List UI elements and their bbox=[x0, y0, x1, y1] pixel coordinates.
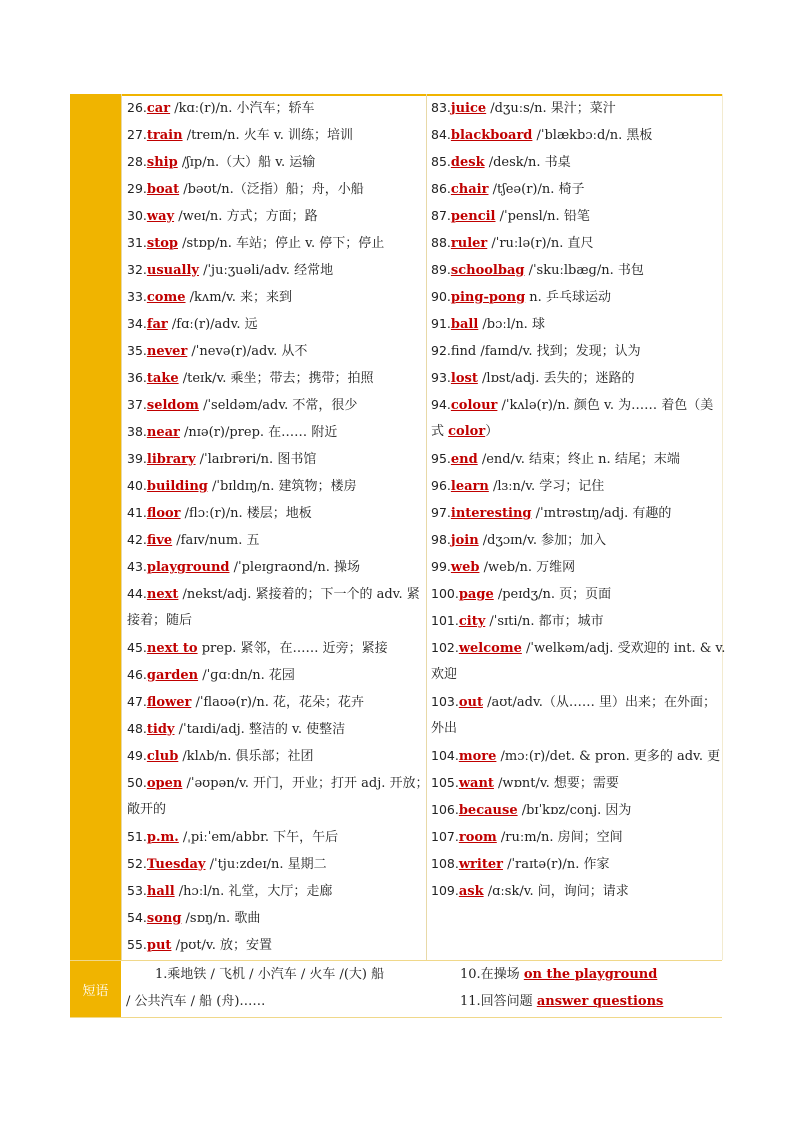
entry-definition: /desk/n. 书桌 bbox=[484, 155, 571, 170]
entry-definition: /klʌb/n. 俱乐部；社团 bbox=[178, 749, 314, 764]
entry-number: 97. bbox=[431, 505, 451, 520]
entry-word: far bbox=[146, 317, 168, 332]
phrase-prompt: 11.回答问题 bbox=[460, 994, 537, 1009]
vocab-entry bbox=[127, 850, 327, 877]
entry-number: 85. bbox=[431, 154, 451, 169]
entry-number: 102. bbox=[431, 640, 459, 655]
entry-word: usually bbox=[146, 263, 199, 278]
entry-word: garden bbox=[146, 668, 199, 683]
entry-number: 27. bbox=[127, 127, 147, 142]
vocab-entry bbox=[127, 256, 333, 283]
vocab-entry bbox=[431, 580, 611, 607]
entry-number: 90. bbox=[431, 289, 451, 304]
entry-definition: /kʌm/v. 来；来到 bbox=[185, 290, 293, 305]
entry-number: 42. bbox=[127, 532, 147, 547]
entry-number: 46. bbox=[127, 667, 147, 682]
entry-word: stop bbox=[146, 236, 178, 251]
entry-word: hall bbox=[146, 884, 175, 899]
entry-word: pencil bbox=[450, 209, 496, 224]
entry-definition: /ɑːsk/v. 问，询问；请求 bbox=[483, 884, 629, 899]
entry-word: chair bbox=[450, 182, 489, 197]
entry-word: welcome bbox=[458, 641, 522, 656]
entry-number: 105. bbox=[431, 775, 459, 790]
entry-number: 101. bbox=[431, 613, 459, 628]
vocab-entry bbox=[431, 661, 457, 688]
entry-number: 98. bbox=[431, 532, 451, 547]
vocab-entry bbox=[431, 526, 606, 553]
entry-number: 83. bbox=[431, 100, 451, 115]
vocab-entry bbox=[127, 607, 192, 634]
entry-number: 92. bbox=[431, 343, 451, 358]
entry-definition: /kɑː(r)/n. 小汽车；轿车 bbox=[170, 101, 315, 116]
vocab-entry bbox=[431, 229, 594, 256]
entry-definition: /ˈflaʊə(r)/n. 花，花朵；花卉 bbox=[191, 695, 364, 710]
words-row bbox=[70, 94, 726, 960]
entry-number: 26. bbox=[127, 100, 147, 115]
entry-number: 36. bbox=[127, 370, 147, 385]
entry-number: 54. bbox=[127, 910, 147, 925]
entry-number: 96. bbox=[431, 478, 451, 493]
entry-number: 108. bbox=[431, 856, 459, 871]
entry-number: 28. bbox=[127, 154, 147, 169]
entry-word: tidy bbox=[146, 722, 175, 737]
vocab-entry bbox=[127, 310, 258, 337]
entry-number: 109. bbox=[431, 883, 459, 898]
entry-word: join bbox=[450, 533, 479, 548]
vocab-entry bbox=[431, 418, 498, 445]
entry-word: Tuesday bbox=[146, 857, 206, 872]
entry-definition: 接着；随后 bbox=[127, 613, 193, 628]
vocab-entry bbox=[431, 742, 720, 769]
phrase-prompt: 10.在操场 bbox=[460, 967, 524, 982]
entry-word: want bbox=[458, 776, 494, 791]
entry-definition: prep. 紧邻，在…… 近旁；紧接 bbox=[197, 641, 388, 656]
entry-number: 91. bbox=[431, 316, 451, 331]
vocab-entry bbox=[431, 850, 609, 877]
entry-definition: /ˈblækbɔːd/n. 黑板 bbox=[532, 128, 653, 143]
entry-definition: /aʊt/adv.（从…… 里）出来；在外面； bbox=[482, 695, 717, 710]
vocab-entry bbox=[127, 931, 272, 958]
entry-definition: /faɪv/num. 五 bbox=[172, 533, 260, 548]
entry-definition: /teɪk/v. 乘坐；带去；携带；拍照 bbox=[178, 371, 374, 386]
entry-word: more bbox=[458, 749, 497, 764]
entry-definition: /lɒst/adj. 丢失的；迷路的 bbox=[477, 371, 635, 386]
entry-definition: /ˈɡɑːdn/n. 花园 bbox=[198, 668, 295, 683]
vocab-entry bbox=[127, 283, 292, 310]
entry-word: take bbox=[146, 371, 179, 386]
entry-number: 93. bbox=[431, 370, 451, 385]
entry-number: 49. bbox=[127, 748, 147, 763]
entry-definition: /ˈseldəm/adv. 不常，很少 bbox=[198, 398, 358, 413]
entry-number: 39. bbox=[127, 451, 147, 466]
entry-word: flower bbox=[146, 695, 192, 710]
entry-definition: /ruːm/n. 房间；空间 bbox=[496, 830, 623, 845]
entry-number: 95. bbox=[431, 451, 451, 466]
entry-definition: /ˈlaɪbrəri/n. 图书馆 bbox=[195, 452, 317, 467]
vocab-entry bbox=[431, 121, 652, 148]
entry-word: come bbox=[146, 290, 186, 305]
vocab-entry bbox=[127, 121, 353, 148]
entry-definition: /ˈpensl/n. 铅笔 bbox=[495, 209, 590, 224]
entry-word: floor bbox=[146, 506, 181, 521]
vocab-entry bbox=[127, 202, 318, 229]
phrase-line: 1.乘地铁 / 飞机 / 小汽车 / 火车 /(大) 船 bbox=[155, 967, 385, 982]
entry-definition: /ˈnevə(r)/adv. 从不 bbox=[187, 344, 308, 359]
entry-number: 32. bbox=[127, 262, 147, 277]
vocab-entry bbox=[127, 391, 357, 418]
phrases-label: 短语 bbox=[70, 961, 121, 1017]
entry-word: ping-pong bbox=[450, 290, 526, 305]
entry-word: car bbox=[146, 101, 171, 116]
entry-number: 47. bbox=[127, 694, 147, 709]
entry-word: web bbox=[450, 560, 480, 575]
entry-definition: /weɪ/n. 方式；方面；路 bbox=[174, 209, 318, 224]
entry-word: p.m. bbox=[146, 830, 179, 845]
vocab-entry bbox=[127, 445, 316, 472]
entry-word: ask bbox=[458, 884, 484, 899]
entry-word: never bbox=[146, 344, 188, 359]
vocab-entry bbox=[431, 256, 644, 283]
entry-number: 86. bbox=[431, 181, 451, 196]
entry-definition: /ˈjuːʒuəli/adv. 经常地 bbox=[198, 263, 334, 278]
vocab-entry bbox=[127, 175, 364, 202]
entry-definition: /ʃɪp/n.（大）船 v. 运输 bbox=[177, 155, 316, 170]
vocab-entry bbox=[127, 904, 260, 931]
vocab-entry bbox=[127, 580, 420, 607]
entry-definition: /ˈkʌlə(r)/n. 颜色 v. 为…… 着色（美 bbox=[497, 398, 714, 413]
entry-definition: /ˈəʊpən/v. 开门，开业；打开 adj. 开放； bbox=[182, 776, 429, 791]
entry-word: because bbox=[458, 803, 518, 818]
vocab-entry bbox=[127, 418, 337, 445]
entry-word: end bbox=[450, 452, 478, 467]
entry-definition: /end/v. 结束；终止 n. 结尾；末端 bbox=[477, 452, 680, 467]
vocab-entry bbox=[431, 877, 629, 904]
entry-number: 44. bbox=[127, 586, 147, 601]
vocab-entry bbox=[127, 688, 364, 715]
left-word-column bbox=[121, 94, 427, 960]
entry-definition: /dʒɔɪn/v. 参加；加入 bbox=[478, 533, 607, 548]
entry-definition: /ˈtjuːzdeɪ/n. 星期二 bbox=[205, 857, 327, 872]
vocab-entry bbox=[431, 148, 571, 175]
entry-definition: /wɒnt/v. 想要；需要 bbox=[493, 776, 619, 791]
phrase-item bbox=[460, 988, 663, 1015]
vocab-entry bbox=[431, 607, 604, 634]
vocab-entry bbox=[127, 499, 312, 526]
entry-word: juice bbox=[450, 101, 487, 116]
entry-number: 48. bbox=[127, 721, 147, 736]
entry-word: schoolbag bbox=[450, 263, 525, 278]
entry-word: club bbox=[146, 749, 179, 764]
entry-number: 34. bbox=[127, 316, 147, 331]
entry-number: 84. bbox=[431, 127, 451, 142]
entry-definition: 式 bbox=[431, 424, 449, 439]
entry-definition: n. 乒乓球运动 bbox=[525, 290, 611, 305]
vocab-entry bbox=[431, 769, 619, 796]
vocab-entry bbox=[127, 472, 356, 499]
vocab-entry bbox=[431, 283, 611, 310]
entry-number: 89. bbox=[431, 262, 451, 277]
vocab-entry bbox=[431, 472, 604, 499]
phrases-row bbox=[70, 960, 722, 1018]
entry-number: 107. bbox=[431, 829, 459, 844]
entry-number: 52. bbox=[127, 856, 147, 871]
phrases-left-column bbox=[121, 961, 425, 1017]
entry-definition: /ˈbɪldɪŋ/n. 建筑物；楼房 bbox=[207, 479, 357, 494]
vocab-entry bbox=[127, 715, 345, 742]
entry-word: interesting bbox=[450, 506, 532, 521]
entry-number: 50. bbox=[127, 775, 147, 790]
entry-number: 88. bbox=[431, 235, 451, 250]
entry-number: 43. bbox=[127, 559, 147, 574]
entry-definition: /fɑː(r)/adv. 远 bbox=[167, 317, 258, 332]
entry-definition: /flɔː(r)/n. 楼层；地板 bbox=[180, 506, 312, 521]
entry-word: put bbox=[146, 938, 172, 953]
entry-word: blackboard bbox=[450, 128, 533, 143]
phrase-line: / 公共汽车 / 船 (舟)…… bbox=[126, 994, 266, 1009]
entry-word: page bbox=[458, 587, 494, 602]
entry-word: next to bbox=[146, 641, 198, 656]
entry-number: 106. bbox=[431, 802, 459, 817]
vocab-entry bbox=[431, 445, 680, 472]
entry-definition: /tʃeə(r)/n. 椅子 bbox=[488, 182, 585, 197]
entry-word: near bbox=[146, 425, 180, 440]
entry-word: lost bbox=[450, 371, 478, 386]
entry-definition: /treɪn/n. 火车 v. 训练；培训 bbox=[182, 128, 353, 143]
entry-word: boat bbox=[146, 182, 180, 197]
entry-word-variant: color bbox=[448, 424, 486, 439]
entry-definition: 敞开的 bbox=[127, 802, 167, 817]
entry-word: writer bbox=[458, 857, 503, 872]
entry-word: library bbox=[146, 452, 196, 467]
entry-number: 55. bbox=[127, 937, 147, 952]
vocab-entry bbox=[127, 526, 259, 553]
vocab-entry bbox=[431, 391, 713, 418]
entry-number: 38. bbox=[127, 424, 147, 439]
entry-definition: /hɔːl/n. 礼堂，大厅；走廊 bbox=[174, 884, 333, 899]
entry-definition: /ˈwelkəm/adj. 受欢迎的 int. & v. bbox=[521, 641, 726, 656]
vocab-entry bbox=[127, 634, 388, 661]
entry-number: 53. bbox=[127, 883, 147, 898]
entry-definition: /bɪˈkɒz/conj. 因为 bbox=[517, 803, 632, 818]
entry-definition: /ˌpiːˈem/abbr. 下午，午后 bbox=[178, 830, 339, 845]
entry-definition: /ˈskuːlbæɡ/n. 书包 bbox=[524, 263, 644, 278]
entry-word: song bbox=[146, 911, 182, 926]
entry-definition: /dʒuːs/n. 果汁；菜汁 bbox=[486, 101, 616, 116]
vocab-entry bbox=[431, 634, 725, 661]
vocab-entry bbox=[431, 553, 575, 580]
entry-word: next bbox=[146, 587, 179, 602]
entry-word: out bbox=[458, 695, 483, 710]
entry-definition: /nɪə(r)/prep. 在…… 附近 bbox=[179, 425, 338, 440]
side-label-cell bbox=[70, 94, 121, 960]
entry-number: 100. bbox=[431, 586, 459, 601]
vocab-entry bbox=[127, 661, 295, 688]
entry-number: 99. bbox=[431, 559, 451, 574]
entry-word: city bbox=[458, 614, 486, 629]
entry-word: train bbox=[146, 128, 183, 143]
vocab-entry bbox=[431, 499, 671, 526]
entry-number: 37. bbox=[127, 397, 147, 412]
vocab-entry bbox=[127, 877, 332, 904]
entry-definition: /ˈpleɪɡraʊnd/n. 操场 bbox=[229, 560, 360, 575]
vocab-entry bbox=[127, 364, 374, 391]
entry-word: five bbox=[146, 533, 173, 548]
entry-definition: /ˈruːlə(r)/n. 直尺 bbox=[487, 236, 594, 251]
vocab-entry bbox=[431, 175, 585, 202]
vocab-entry bbox=[127, 94, 315, 121]
vocab-entry bbox=[127, 148, 315, 175]
entry-definition: /pʊt/v. 放；安置 bbox=[171, 938, 273, 953]
vocab-entry bbox=[431, 364, 634, 391]
phrases-right-column bbox=[426, 961, 722, 1017]
right-word-column bbox=[426, 94, 726, 960]
vocab-entry bbox=[431, 202, 590, 229]
entry-number: 41. bbox=[127, 505, 147, 520]
vocab-entry bbox=[127, 229, 384, 256]
entry-definition: /ˈraɪtə(r)/n. 作家 bbox=[502, 857, 610, 872]
entry-definition: /mɔː(r)/det. & pron. 更多的 adv. 更 bbox=[496, 749, 721, 764]
entry-definition: /peɪdʒ/n. 页；页面 bbox=[493, 587, 612, 602]
vocab-entry bbox=[431, 796, 631, 823]
vocab-entry bbox=[431, 823, 623, 850]
vocab-entry bbox=[127, 337, 307, 364]
vocab-entry bbox=[127, 553, 360, 580]
entry-word: ball bbox=[450, 317, 479, 332]
entry-number: 30. bbox=[127, 208, 147, 223]
entry-word: way bbox=[146, 209, 175, 224]
entry-definition: /ˈsɪti/n. 都市；城市 bbox=[485, 614, 604, 629]
entry-number: 104. bbox=[431, 748, 459, 763]
vocab-entry bbox=[431, 310, 545, 337]
entry-word: ship bbox=[146, 155, 178, 170]
entry-word: desk bbox=[450, 155, 485, 170]
vocab-entry bbox=[127, 742, 314, 769]
entry-word: room bbox=[458, 830, 497, 845]
entry-definition: /stɒp/n. 车站；停止 v. 停下；停止 bbox=[177, 236, 385, 251]
entry-number: 35. bbox=[127, 343, 147, 358]
entry-word: ruler bbox=[450, 236, 488, 251]
entry-word: playground bbox=[146, 560, 230, 575]
vocab-entry bbox=[127, 769, 429, 796]
entry-definition: /web/n. 万维网 bbox=[479, 560, 576, 575]
entry-definition: /ˈɪntrəstɪŋ/adj. 有趣的 bbox=[531, 506, 672, 521]
vocab-entry bbox=[431, 337, 641, 364]
vocab-entry bbox=[431, 94, 616, 121]
entry-number: 29. bbox=[127, 181, 147, 196]
entry-word: learn bbox=[450, 479, 489, 494]
entry-number: 40. bbox=[127, 478, 147, 493]
entry-definition: /bɔːl/n. 球 bbox=[478, 317, 545, 332]
entry-definition: 欢迎 bbox=[431, 667, 458, 682]
entry-number: 51. bbox=[127, 829, 147, 844]
phrase-item bbox=[460, 961, 657, 988]
entry-word: open bbox=[146, 776, 183, 791]
entry-definition: 外出 bbox=[431, 721, 458, 736]
entry-definition: /ˈtaɪdi/adj. 整洁的 v. 使整洁 bbox=[174, 722, 346, 737]
entry-number: 87. bbox=[431, 208, 451, 223]
vocab-entry bbox=[127, 796, 166, 823]
entry-number: 103. bbox=[431, 694, 459, 709]
entry-definition: find /faɪnd/v. 找到；发现；认为 bbox=[450, 344, 641, 359]
entry-definition-tail: ） bbox=[485, 424, 499, 439]
entry-definition: /bəʊt/n.（泛指）船；舟，小船 bbox=[179, 182, 364, 197]
entry-word: seldom bbox=[146, 398, 199, 413]
vocab-entry bbox=[127, 823, 338, 850]
entry-number: 94. bbox=[431, 397, 451, 412]
entry-number: 31. bbox=[127, 235, 147, 250]
vocab-entry bbox=[431, 715, 457, 742]
entry-number: 45. bbox=[127, 640, 147, 655]
entry-definition: /lɜːn/v. 学习；记住 bbox=[488, 479, 605, 494]
vocab-entry bbox=[431, 688, 716, 715]
entry-definition: /nekst/adj. 紧接着的；下一个的 adv. 紧 bbox=[178, 587, 420, 602]
entry-word: building bbox=[146, 479, 208, 494]
phrase-answer: on the playground bbox=[523, 967, 658, 982]
phrase-answer: answer questions bbox=[536, 994, 664, 1009]
entry-definition: /sɒŋ/n. 歌曲 bbox=[181, 911, 261, 926]
entry-number: 33. bbox=[127, 289, 147, 304]
entry-word: colour bbox=[450, 398, 498, 413]
